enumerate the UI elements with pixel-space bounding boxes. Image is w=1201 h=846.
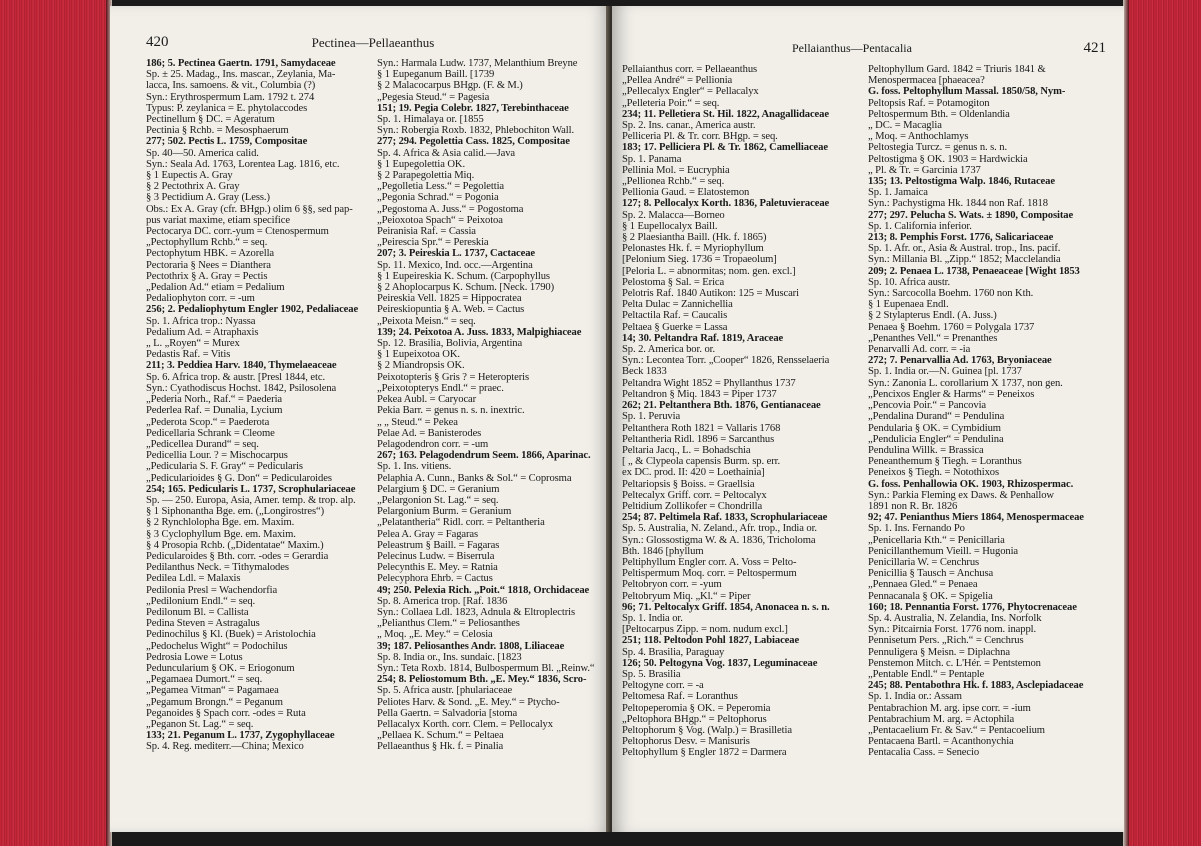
text-line: G. foss. Peltophyllum Massal. 1850/58, Nym-: [868, 86, 1066, 98]
text-line: „Pelatantheria“ Ridl. corr. = Peltantheria: [377, 517, 545, 529]
text-line: Peltophorum § Vog. (Walp.) = Brasilletia: [622, 724, 792, 736]
text-line: Peltophyllum Gard. 1842 = Triuris 1841 &: [868, 64, 1046, 75]
text-line: Sp. 6. Africa trop. & austr. [Presl 1844, etc.: [146, 371, 325, 383]
text-line: Pelargonium Burm. = Geranium: [377, 506, 512, 518]
text-line: Sp. 5. Brasilia: [622, 668, 681, 680]
text-line: § 1 Eupectis A. Gray: [146, 170, 233, 182]
text-line: Pendularia § OK. = Cymbidium: [868, 422, 1001, 434]
text-line: Peltecalyx Griff. corr. = Peltocalyx: [622, 489, 767, 501]
text-line: Pellaianthus corr. = Pellaeanthus: [622, 64, 758, 75]
text-line: Pederlea Raf. = Dunalia, Lycium: [146, 405, 283, 417]
text-line: „ Moq. „E. Mey.“ = Celosia: [377, 629, 493, 641]
text-line: „Pedicularioides § G. Don“ = Pedicularoides: [146, 472, 332, 484]
text-line: Pekea Aubl. = Caryocar: [377, 394, 477, 406]
text-line: Pelonastes Hk. f. = Myriophyllum: [622, 243, 764, 255]
text-line: § 1 Eupeganum Baill. [1739: [377, 69, 495, 81]
text-line: Syn.: Zanonia L. corollarium X 1737, non gen.: [868, 377, 1063, 389]
text-line: Sp. 1. Jamaica: [868, 187, 928, 199]
text-line: Sp. 5. Africa austr. [phulariaceae: [377, 685, 513, 697]
text-line: Sp. 1. Ins. vitiens.: [377, 461, 452, 473]
text-line: Peltiphyllum Engler corr. A. Voss = Pelto-: [622, 556, 797, 568]
text-line: Peltactila Raf. = Caucalis: [622, 310, 728, 322]
text-line: 1891 non R. Br. 1826: [868, 500, 958, 512]
right-running-head: Pellaianthus—Pentacalia: [792, 41, 912, 55]
text-line: „ „ Steud.“ = Pekea: [377, 416, 458, 428]
text-line: 254; 165. Pedicularis L. 1737, Scrophulariaceae: [146, 483, 356, 495]
text-line: 254; 8. Peliostomum Bth. „E. Mey.“ 1836, Scro-: [377, 674, 587, 686]
text-line: Sp. 1. Afr. or., Asia & Austral. trop., Ins. pacif.: [868, 243, 1061, 255]
text-line: 49; 250. Pelexia Rich. „Poit.“ 1818, Orchidaceae: [377, 584, 590, 596]
text-line: Peireskia Vell. 1825 = Hippocratea: [377, 293, 522, 305]
text-line: Sp. 2. Ins. canar., America austr.: [622, 120, 756, 132]
text-line: Pennisetum Pers. „Rich.“ = Cenchrus: [868, 635, 1024, 647]
text-line: „Pellaea K. Schum.“ = Peltaea: [377, 730, 504, 742]
text-line: 234; 11. Pelletiera St. Hil. 1822, Anagallidaceae: [622, 108, 829, 120]
text-line: Pelliceria Pl. & Tr. corr. BHgp. = seq.: [622, 131, 778, 143]
right-page-number: 421: [1083, 40, 1106, 56]
text-line: 267; 163. Pelagodendrum Seem. 1866, Aparinac.: [377, 450, 591, 462]
text-line: Peltariopsis § Boiss. = Graellsia: [622, 478, 755, 490]
text-line: 251; 118. Peltodon Pohl 1827, Labiaceae: [622, 635, 800, 647]
text-line: Pectothrix § A. Gray = Pectis: [146, 270, 268, 282]
text-line: Sp. 1. Panama: [622, 153, 682, 165]
text-line: Obs.: Ex A. Gray (cfr. BHgp.) olim 6 §§, sed pap-: [146, 203, 353, 215]
text-line: Pennacanala § OK. = Spigelia: [868, 590, 993, 602]
text-line: § 1 Siphonantha Bge. em. („Longirostres“): [146, 506, 325, 518]
text-line: Pelostoma § Sal. = Erica: [622, 276, 725, 288]
text-line: Pelecynthis E. Mey. = Ratnia: [377, 562, 498, 574]
text-line: Sp. 8. India or., Ins. sundaic. [1823: [377, 651, 522, 663]
text-line: § 1 Eupellocalyx Baill.: [622, 220, 718, 232]
text-line: Sp. 1. India or.: Assam: [868, 691, 962, 703]
text-line: Peltogyne corr. = -a: [622, 680, 704, 692]
text-line: 14; 30. Peltandra Raf. 1819, Araceae: [622, 332, 784, 344]
text-line: Pellinia Mol. = Eucryphia: [622, 164, 730, 176]
text-line: „Pelleteria Poir.“ = seq.: [622, 97, 720, 109]
text-line: Peltopeperomia § OK. = Peperomia: [622, 702, 771, 714]
text-line: § 2 Ahoplocarpus K. Schum. [Neck. 1790): [377, 282, 555, 294]
text-line: Peltobryon corr. = -yum: [622, 579, 722, 591]
text-line: 256; 2. Pedaliophytum Engler 1902, Pedaliaceae: [146, 304, 359, 316]
text-line: Sp. 5. Australia, N. Zeland., Afr. trop., India or.: [622, 523, 817, 535]
text-line: 262; 21. Peltanthera Bth. 1876, Gentianaceae: [622, 400, 821, 412]
text-line: 127; 8. Pellocalyx Korth. 1836, Paletuvieraceae: [622, 198, 830, 210]
text-line: Sp. 4. Australia, N. Zelandia, Ins. Norfolk: [868, 612, 1042, 624]
text-line: Peltaria Jacq., L. = Bohadschia: [622, 444, 751, 456]
text-line: ex DC. prod. II: 420 = Loethainia]: [622, 467, 765, 479]
text-line: § 2 Pectothrix A. Gray: [146, 181, 240, 193]
text-line: Pectophytum HBK. = Azorella: [146, 248, 275, 260]
text-line: Syn.: Erythrospermum Lam. 1792 t. 274: [146, 91, 315, 103]
text-line: Pedilonum Bl. = Callista: [146, 606, 249, 618]
text-line: „Pedicularia S. F. Gray“ = Pedicularis: [146, 461, 303, 473]
text-line: Syn.: Glossostigma W. & A. 1836, Tricholoma: [622, 534, 816, 546]
text-line: § 2 Stylapterus Endl. (A. Juss.): [868, 310, 997, 322]
left-running-head: Pectinea—Pellaeanthus: [311, 35, 435, 50]
text-line: Pedilonia Presl = Wachendorfia: [146, 584, 278, 596]
text-line: 272; 7. Penarvallia Ad. 1763, Bryoniaceae: [868, 355, 1052, 367]
text-line: Sp. 4. Reg. mediterr.—China; Mexico: [146, 741, 304, 753]
text-line: Pedastis Raf. = Vitis: [146, 349, 231, 361]
text-line: „ DC. = Macaglia: [868, 120, 942, 132]
text-line: Menospermacea [phaeacea?: [868, 75, 985, 87]
text-line: Peltidium Zollikofer = Chondrilla: [622, 500, 763, 512]
text-line: Peltophyllum § Engler 1872 = Darmera: [622, 747, 787, 759]
text-line: Penicillaria W. = Cenchrus: [868, 556, 980, 568]
text-line: Peltospermum Bth. = Oldenlandia: [868, 108, 1010, 120]
page-edges-left: [0, 0, 112, 846]
right-page-column-2: [868, 64, 1106, 759]
text-line: Bth. 1846 [phyllum: [622, 545, 704, 557]
text-line: „Pendulicia Engler“ = Pendulina: [868, 433, 1004, 445]
text-line: Pedilea Ldl. = Malaxis: [146, 573, 241, 585]
text-line: Sp. 12. Brasilia, Bolivia, Argentina: [377, 338, 523, 350]
text-line: 133; 21. Peganum L. 1737, Zygophyllaceae: [146, 730, 335, 742]
text-line: „Pegamea Vitman“ = Pagamaea: [146, 685, 279, 697]
text-line: „Peioxotoa Spach“ = Peixotoa: [377, 214, 503, 226]
text-line: Pella Gaertn. = Salvadoria [stoma: [377, 707, 518, 719]
text-line: 183; 17. Pelliciera Pl. & Tr. 1862, Camelliaceae: [622, 142, 828, 154]
text-line: Pelecyphora Ehrb. = Cactus: [377, 573, 493, 585]
text-line: Peltanthera Roth 1821 = Vallaris 1768: [622, 422, 781, 434]
text-line: „Pegostoma A. Juss.“ = Pogostoma: [377, 203, 524, 215]
text-line: Peltantheria Ridl. 1896 = Sarcanthus: [622, 433, 775, 445]
text-line: Pentacaena Bartl. = Acanthonychia: [868, 736, 1014, 748]
text-line: 245; 88. Pentabothra Hk. f. 1883, Asclepiadaceae: [868, 680, 1084, 692]
text-line: Beck 1833: [622, 366, 667, 378]
text-line: Peltandron § Miq. 1843 = Piper 1737: [622, 388, 777, 400]
text-line: 126; 50. Peltogyna Vog. 1837, Leguminaceae: [622, 657, 818, 669]
text-line: Pendulina Willk. = Brassica: [868, 444, 984, 456]
text-line: Pectinia § Rchb. = Mesosphaerum: [146, 125, 289, 137]
text-line: „Pedochelus Wight“ = Podochilus: [146, 640, 288, 652]
text-line: Pedilanthus Neck. = Tithymalodes: [146, 562, 289, 574]
text-line: Sp. 2. America bor. or.: [622, 344, 716, 356]
text-line: Pellaeanthus § Hk. f. = Pinalia: [377, 741, 504, 753]
text-line: § 2 Rynchlolopha Bge. em. Maxim.: [146, 517, 295, 529]
text-line: Syn.: Cyathodiscus Hochst. 1842, Psilosolena: [146, 382, 337, 394]
text-line: Sp. 1. Peruvia: [622, 411, 681, 423]
text-line: Pennuligera § Meisn. = Diplachna: [868, 646, 1010, 658]
text-line: Pedalium Ad. = Atraphaxis: [146, 326, 259, 338]
text-line: Sp. 40—50. America calid.: [146, 147, 259, 159]
text-line: Pelotris Raf. 1840 Autikon: 125 = Muscari: [622, 288, 799, 300]
text-line: Sp. 1. Ins. Fernando Po: [868, 523, 965, 535]
text-line: Sp. 11. Mexico, Ind. occ.—Argentina: [377, 259, 533, 271]
text-line: Syn.: Pitcairnia Forst. 1776 nom. inappl.: [868, 624, 1037, 636]
text-line: Sp. 4. Africa & Asia calid.—Java: [377, 147, 516, 159]
text-line: Penarvalli Ad. corr. = -ia: [868, 344, 971, 356]
text-line: pus variat maxime, etiam specifice: [146, 214, 290, 226]
text-line: 135; 13. Peltostigma Walp. 1846, Rutaceae: [868, 176, 1055, 188]
text-line: „Penanthes Vell.“ = Prenanthes: [868, 332, 998, 344]
text-line: Syn.: Millania Bl. „Zipp.“ 1852; Macclelandia: [868, 254, 1061, 266]
text-line: Pelagodendron corr. = -um: [377, 438, 489, 450]
text-line: Penicillanthemum Vieill. = Hugonia: [868, 545, 1019, 557]
text-line: Sp. 8. America trop. [Raf. 1836: [377, 595, 508, 607]
text-line: „Peixotopterys Endl.“ = praec.: [377, 382, 504, 394]
text-line: Pectoraria § Nees = Dianthera: [146, 259, 271, 271]
text-line: 277; 294. Pegolettia Cass. 1825, Compositae: [377, 136, 570, 148]
text-line: Penstemon Mitch. c. L'Hér. = Pentstemon: [868, 657, 1041, 669]
text-line: „Pegamum Brongn.“ = Peganum: [146, 696, 283, 708]
text-line: [Pelonium Sieg. 1736 = Tropaeolum]: [622, 254, 777, 266]
text-line: Peixotopteris § Gris ? = Heteropteris: [377, 371, 530, 383]
text-line: „Pellecalyx Engler“ = Pellacalyx: [622, 86, 759, 98]
text-line: Syn.: Collaea Ldl. 1823, Adnula & Eltroplectris: [377, 606, 576, 618]
text-line: Syn.: Pachystigma Hk. 1844 non Raf. 1818: [868, 198, 1048, 210]
text-line: Sp. 1. Himalaya or. [1855: [377, 114, 484, 126]
text-line: Syn.: Lecontea Torr. „Cooper“ 1826, Rensselaeria: [622, 355, 830, 367]
text-line: Peltaea § Guerke = Lassa: [622, 321, 728, 333]
text-line: Peltispermum Moq. corr. = Peltospermum: [622, 568, 797, 580]
text-line: „Penicellaria Kth.“ = Penicillaria: [868, 534, 1005, 546]
text-line: 96; 71. Peltocalyx Griff. 1854, Anonacea n. s. n.: [622, 601, 830, 613]
text-line: „Pegolletia Less.“ = Pegolettia: [377, 181, 505, 193]
text-line: Pectocarya DC. corr.-yum = Ctenospermum: [146, 226, 329, 238]
text-line: Peneanthemum § Tiegh. = Loranthus: [868, 456, 1022, 468]
text-line: „Pegamaea Dumort.“ = seq.: [146, 674, 263, 686]
text-line: „ Pl. & Tr. = Garcinia 1737: [868, 164, 981, 176]
left-page-column-1: [146, 58, 369, 753]
text-line: § 1 Eupeixotoa OK.: [377, 349, 460, 361]
text-line: lacca, Ins. samoens. & vit., Columbia (?): [146, 80, 316, 92]
left-page-number: 420: [146, 34, 169, 50]
text-line: Pelea A. Gray = Fagaras: [377, 528, 479, 540]
text-line: Pedrosia Lowe = Lotus: [146, 651, 243, 663]
text-line: Peiranisia Raf. = Cassia: [377, 226, 476, 238]
text-line: Peltostigma § OK. 1903 = Hardwickia: [868, 153, 1028, 165]
text-line: Sp. 2. Malacca—Borneo: [622, 209, 725, 221]
text-line: Pentacalia Cass. = Senecio: [868, 747, 980, 759]
text-line: „Pennaea Gled.“ = Penaea: [868, 579, 978, 591]
text-line: 160; 18. Pennantia Forst. 1776, Phytocrenaceae: [868, 601, 1077, 613]
text-line: 213; 8. Pemphis Forst. 1776, Salicariaceae: [868, 232, 1054, 244]
text-line: „Pencixos Engler & Harms“ = Peneixos: [868, 388, 1035, 400]
text-line: Pelecinus Ludw. = Biserrula: [377, 550, 495, 562]
text-line: Sp. — 250. Europa, Asia, Amer. temp. & trop. alp.: [146, 494, 356, 506]
text-line: Pekia Barr. = genus n. s. n. inextric.: [377, 405, 525, 417]
text-line: „Pendalina Durand“ = Pendulina: [868, 411, 1005, 423]
text-line: Pelae Ad. = Banisterodes: [377, 427, 482, 439]
text-line: „Peganon St. Lag.“ = seq.: [146, 718, 254, 730]
text-line: § 4 Prosopia Rchb. („Didentatae“ Maxim.): [146, 539, 324, 551]
text-line: „Pectophyllum Rchb.“ = seq.: [146, 237, 268, 249]
text-line: 92; 47. Penianthus Miers 1864, Menospermaceae: [868, 512, 1084, 524]
text-line: Syn.: Sarcocolla Boehm. 1760 non Kth.: [868, 288, 1034, 300]
text-line: Pelargium § DC. = Geranium: [377, 483, 500, 495]
text-line: § 3 Cyclophyllum Bge. em. Maxim.: [146, 528, 296, 540]
text-line: § 2 Miandropsis OK.: [377, 360, 465, 372]
text-line: Pelaphia A. Cunn., Banks & Sol.“ = Coprosma: [377, 472, 572, 484]
text-line: „Peirescia Spr.“ = Pereskia: [377, 237, 489, 249]
left-page-column-2: [377, 58, 600, 753]
text-line: „Pellea André“ = Pellionia: [622, 75, 733, 87]
text-line: Penicillia § Tausch = Anchusa: [868, 568, 994, 580]
text-line: „Pentable Endl.“ = Pentaple: [868, 668, 985, 680]
text-line: „Pederota Scop.“ = Paederota: [146, 416, 270, 428]
text-line: Sp. 1. India or.: [622, 612, 683, 624]
text-line: 254; 87. Peltimela Raf. 1833, Scrophulariaceae: [622, 512, 828, 524]
text-line: Peltomesa Raf. = Loranthus: [622, 691, 738, 703]
text-line: Typus: P. zeylanica = E. phytolaccodes: [146, 102, 308, 114]
text-line: „Pencovia Poir.“ = Pancovia: [868, 400, 987, 412]
text-line: Peltophorus Desv. = Manisuris: [622, 736, 750, 748]
text-line: Pedicularoides § Bth. corr. -odes = Gerardia: [146, 550, 329, 562]
text-line: „Pederia Norh., Raf.“ = Paederia: [146, 394, 283, 406]
text-line: Peduncularium § OK. = Eriogonum: [146, 662, 295, 674]
text-line: „Pegesia Steud.“ = Pagesia: [377, 91, 490, 103]
text-line: „ Moq. = Anthochlamys: [868, 131, 969, 143]
text-line: 39; 187. Peliosanthes Andr. 1808, Liliaceae: [377, 640, 565, 652]
text-line: G. foss. Penhallowia OK. 1903, Rhizospermac.: [868, 478, 1074, 490]
text-line: 209; 2. Penaea L. 1738, Penaeaceae [Wight 1853: [868, 265, 1080, 277]
text-line: Sp. 1. Africa trop.: Nyassa: [146, 315, 256, 327]
text-line: „Peltophora BHgp.“ = Peltophorus: [622, 713, 767, 725]
text-line: „Pelargonion St. Lag.“ = seq.: [377, 494, 499, 506]
text-line: [Peloria L. = abnormitas; nom. gen. excl.]: [622, 265, 796, 277]
text-line: Sp. 1. California inferior.: [868, 220, 972, 232]
text-line: § 1 Eupegolettia OK.: [377, 158, 466, 170]
text-line: Pelta Dulac = Zannichellia: [622, 299, 733, 311]
text-line: Peireskiopuntia § A. Web. = Cactus: [377, 304, 525, 316]
text-line: § 2 Malacocarpus BHgp. (F. & M.): [377, 80, 523, 92]
text-line: Syn.: Parkia Fleming ex Daws. & Penhallow: [868, 489, 1054, 501]
text-line: Pedina Steven = Astragalus: [146, 618, 260, 630]
left-page: [110, 6, 610, 832]
text-line: Peganoides § Spach corr. -odes = Ruta: [146, 707, 306, 719]
text-line: 186; 5. Pectinea Gaertn. 1791, Samydaceae: [146, 58, 336, 69]
text-line: Pectinellum § DC. = Ageratum: [146, 114, 275, 126]
text-line: Syn.: Seala Ad. 1763, Lorentea Lag. 1816, etc.: [146, 158, 340, 170]
text-line: Sp. 1. India or.—N. Guinea [pl. 1737: [868, 366, 1022, 378]
text-line: Syn.: Harmala Ludw. 1737, Melanthium Breyne: [377, 58, 578, 69]
text-line: 277; 502. Pectis L. 1759, Compositae: [146, 136, 308, 148]
text-line: [Peltocarpus Zipp. = nom. nudum excl.]: [622, 624, 788, 636]
text-line: „Pedicellea Durand“ = seq.: [146, 438, 259, 450]
text-line: Peneixos § Tiegh. = Notothixos: [868, 467, 999, 479]
text-line: Peliotes Harv. & Sond. „E. Mey.“ = Ptycho-: [377, 696, 560, 708]
text-line: „Pelianthus Clem.“ = Peliosanthes: [377, 618, 520, 630]
text-line: Sp. ± 25. Madag., Ins. mascar., Zeylania, Ma-: [146, 69, 336, 81]
text-line: 139; 24. Peixotoa A. Juss. 1833, Malpighiaceae: [377, 326, 582, 338]
text-line: § 1 Eupenaea Endl.: [868, 299, 949, 311]
text-line: „Peixota Meisn.“ = seq.: [377, 315, 476, 327]
text-line: Peleastrum § Baill. = Fagaras: [377, 539, 500, 551]
text-line: Pedaliophyton corr. = -um: [146, 293, 255, 305]
text-line: „Pellionea Rchb.“ = seq.: [622, 176, 725, 188]
right-page-header: [622, 40, 1106, 58]
text-line: § 1 Eupeireskia K. Schum. (Carpophyllus: [377, 270, 550, 282]
text-line: Sp. 10. Africa austr.: [868, 276, 951, 288]
text-line: „Pentacaelium Fr. & Sav.“ = Pentacoelium: [868, 724, 1045, 736]
text-line: Peltobryum Miq. „Kl.“ = Piper: [622, 590, 751, 602]
text-line: Pentabrachium M. arg. = Actophila: [868, 713, 1015, 725]
text-line: Pellionia Gaud. = Elatostemon: [622, 187, 750, 199]
text-line: § 2 Plaesiantha Baill. (Hk. f. 1865): [622, 232, 767, 244]
text-line: 211; 3. Peddiea Harv. 1840, Thymelaeaceae: [146, 360, 337, 372]
text-line: [ „ & Clypeola capensis Burm. sp. err.: [622, 456, 781, 468]
text-line: Peltostegia Turcz. = genus n. s. n.: [868, 142, 1008, 154]
text-line: Pellacalyx Korth. corr. Clem. = Pellocalyx: [377, 718, 553, 730]
text-line: Peltopsis Raf. = Potamogiton: [868, 97, 990, 109]
text-line: Syn.: Robergia Roxb. 1832, Phlebochiton Wall.: [377, 125, 575, 137]
text-line: 277; 297. Pelucha S. Wats. ± 1890, Compositae: [868, 209, 1074, 221]
text-line: Penaea § Boehm. 1760 = Polygala 1737: [868, 321, 1035, 333]
text-line: Peltandra Wight 1852 = Phyllanthus 1737: [622, 377, 796, 389]
right-page-column-1: [622, 64, 860, 759]
text-line: Syn.: Teta Roxb. 1814, Bulbospermum Bl. „Reinw.“: [377, 662, 595, 674]
text-line: „Pedalion Ad.“ etiam = Pedalium: [146, 282, 285, 294]
text-line: Pentabrachion M. arg. ipse corr. = -ium: [868, 702, 1031, 714]
text-line: 151; 19. Pegia Colebr. 1827, Terebinthaceae: [377, 102, 569, 114]
left-page-header: [146, 34, 600, 52]
text-line: „Pegonia Schrad.“ = Pogonia: [377, 192, 499, 204]
text-line: Sp. 4. Brasilia, Paraguay: [622, 646, 725, 658]
right-page: [612, 6, 1124, 832]
text-line: Pedinochilus § Kl. (Buek) = Aristolochia: [146, 629, 316, 641]
text-line: 207; 3. Peireskia L. 1737, Cactaceae: [377, 248, 536, 260]
text-line: Pedicellaria Schrank = Cleome: [146, 427, 275, 439]
text-line: „Pedilonium Endl.“ = seq.: [146, 595, 256, 607]
text-line: § 2 Parapegolettia Miq.: [377, 170, 475, 182]
page-edges-right: [1123, 0, 1201, 846]
text-line: „ L. „Royen“ = Murex: [146, 338, 240, 350]
text-line: § 3 Pectidium A. Gray (Less.): [146, 192, 270, 204]
text-line: Pedicellia Lour. ? = Mischocarpus: [146, 450, 288, 462]
